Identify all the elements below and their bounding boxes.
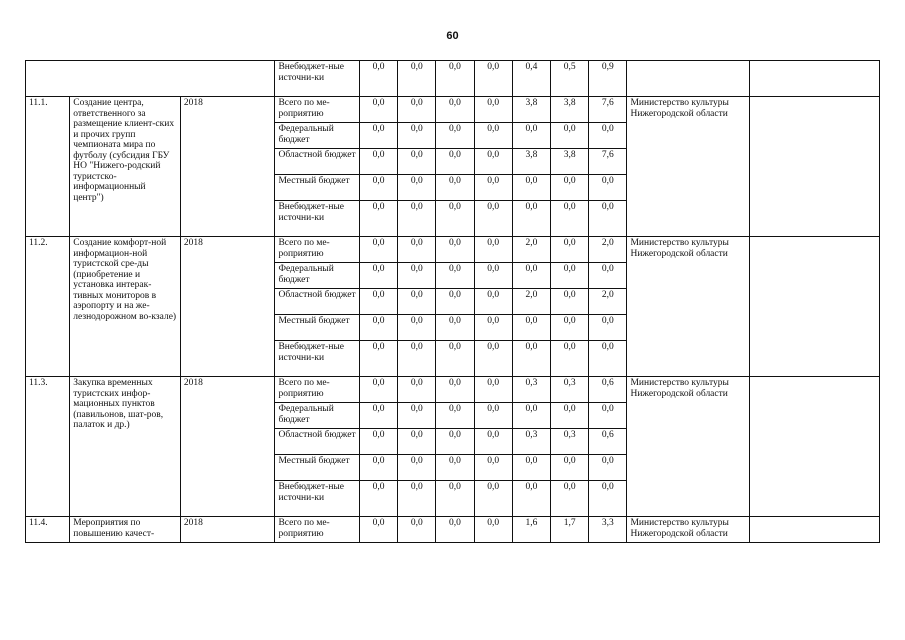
- value-cell: 0,0: [551, 315, 589, 341]
- value-cell: 1,7: [551, 517, 589, 543]
- funding-source-cell: Местный бюджет: [275, 455, 359, 481]
- value-cell: 0,0: [398, 61, 436, 97]
- value-cell: 0,0: [512, 455, 550, 481]
- value-cell: 0,0: [398, 517, 436, 543]
- item-number-cell: 11.1.: [26, 97, 70, 237]
- item-name-cell: Мероприятия по повышению качест-: [70, 517, 181, 543]
- value-cell: 0,0: [474, 517, 512, 543]
- value-cell: 0,0: [436, 97, 474, 123]
- value-cell: 0,0: [512, 263, 550, 289]
- value-cell: 0,0: [359, 377, 397, 403]
- value-cell: 0,0: [398, 237, 436, 263]
- value-cell: 0,0: [474, 149, 512, 175]
- item-number-cell: 11.4.: [26, 517, 70, 543]
- value-cell: 0,0: [474, 403, 512, 429]
- value-cell: 3,8: [551, 97, 589, 123]
- value-cell: 0,0: [359, 61, 397, 97]
- notes-cell: [750, 237, 880, 377]
- value-cell: 0,0: [398, 123, 436, 149]
- value-cell: 0,0: [436, 201, 474, 237]
- funding-source-cell: Внебюджет-ные источни-ки: [275, 201, 359, 237]
- value-cell: 0,0: [359, 149, 397, 175]
- notes-cell: [750, 61, 880, 97]
- value-cell: 2,0: [589, 289, 627, 315]
- value-cell: 0,0: [474, 377, 512, 403]
- value-cell: 2,0: [589, 237, 627, 263]
- value-cell: 0,0: [436, 481, 474, 517]
- value-cell: 0,0: [398, 429, 436, 455]
- value-cell: 0,6: [589, 429, 627, 455]
- value-cell: 0,0: [512, 403, 550, 429]
- value-cell: 0,0: [589, 315, 627, 341]
- page-bottom-margin: [0, 600, 905, 640]
- funding-source-cell: Федеральный бюджет: [275, 263, 359, 289]
- value-cell: 0,0: [474, 123, 512, 149]
- value-cell: 3,8: [512, 97, 550, 123]
- value-cell: 0,0: [589, 481, 627, 517]
- value-cell: 0,3: [512, 429, 550, 455]
- funding-source-cell: Областной бюджет: [275, 289, 359, 315]
- value-cell: 7,6: [589, 97, 627, 123]
- value-cell: 0,0: [589, 263, 627, 289]
- notes-cell: [750, 517, 880, 543]
- value-cell: 0,0: [474, 429, 512, 455]
- value-cell: 0,0: [551, 237, 589, 263]
- value-cell: 0,0: [474, 341, 512, 377]
- funding-source-cell: Всего по ме-роприятию: [275, 97, 359, 123]
- value-cell: 2,0: [512, 289, 550, 315]
- value-cell: 0,0: [436, 341, 474, 377]
- table-row: [26, 517, 880, 543]
- value-cell: 0,0: [551, 201, 589, 237]
- value-cell: 0,4: [512, 61, 550, 97]
- value-cell: 1,6: [512, 517, 550, 543]
- value-cell: 2,0: [512, 237, 550, 263]
- value-cell: 0,0: [359, 289, 397, 315]
- value-cell: 0,0: [359, 455, 397, 481]
- item-name-cell: Закупка временных туристских инфор-мационных пунктов (павильонов, шат-ров, палаток и др.): [70, 377, 181, 517]
- value-cell: 0,0: [359, 237, 397, 263]
- value-cell: 0,0: [474, 237, 512, 263]
- table-row: [26, 377, 880, 403]
- value-cell: 3,3: [589, 517, 627, 543]
- value-cell: 0,0: [512, 341, 550, 377]
- value-cell: 0,0: [512, 175, 550, 201]
- value-cell: 0,0: [589, 175, 627, 201]
- value-cell: 0,0: [474, 455, 512, 481]
- value-cell: 0,6: [589, 377, 627, 403]
- value-cell: 0,0: [436, 175, 474, 201]
- value-cell: 0,0: [436, 517, 474, 543]
- table-row: [26, 237, 880, 263]
- value-cell: 0,0: [589, 341, 627, 377]
- item-year-cell: 2018: [180, 97, 275, 237]
- funding-source-cell: Всего по ме-роприятию: [275, 237, 359, 263]
- value-cell: 0,0: [398, 175, 436, 201]
- item-year-cell: 2018: [180, 237, 275, 377]
- item-number-cell: 11.3.: [26, 377, 70, 517]
- value-cell: 0,0: [512, 123, 550, 149]
- value-cell: 0,0: [551, 341, 589, 377]
- value-cell: 0,0: [589, 201, 627, 237]
- value-cell: 0,0: [436, 289, 474, 315]
- value-cell: 0,0: [474, 201, 512, 237]
- value-cell: 0,0: [359, 517, 397, 543]
- value-cell: 0,0: [398, 201, 436, 237]
- value-cell: 0,0: [436, 123, 474, 149]
- budget-table: [25, 60, 880, 543]
- value-cell: 0,0: [436, 377, 474, 403]
- item-year-cell: 2018: [180, 377, 275, 517]
- value-cell: 0,0: [436, 149, 474, 175]
- value-cell: 0,0: [398, 149, 436, 175]
- value-cell: 0,9: [589, 61, 627, 97]
- value-cell: 0,0: [436, 315, 474, 341]
- value-cell: 0,0: [359, 123, 397, 149]
- value-cell: 0,0: [359, 403, 397, 429]
- item-name-cell: Создание комфорт-ной информацион-ной туристской сре-ды (приобретение и установка интерак-тивных мониторов в аэропорту и на же-лезнодорожном во-кзале): [70, 237, 181, 377]
- value-cell: 0,0: [436, 429, 474, 455]
- value-cell: 0,0: [359, 263, 397, 289]
- value-cell: 0,0: [436, 403, 474, 429]
- funding-source-cell: Местный бюджет: [275, 175, 359, 201]
- funding-source-cell: Внебюджет-ные источни-ки: [275, 61, 359, 97]
- value-cell: 0,0: [436, 61, 474, 97]
- value-cell: 0,0: [436, 237, 474, 263]
- value-cell: 0,0: [474, 263, 512, 289]
- item-name-cell: Создание центра, ответственного за размещение клиент-ских и прочих групп чемпионата мира по футболу (субсидия ГБУ НО "Нижего-родский туристско-информационный центр"): [70, 97, 181, 237]
- executor-cell: Министерство культуры Нижегородской области: [627, 517, 750, 543]
- value-cell: 0,0: [589, 455, 627, 481]
- table-row: [26, 97, 880, 123]
- value-cell: 0,0: [474, 315, 512, 341]
- value-cell: 0,0: [589, 123, 627, 149]
- value-cell: 0,0: [551, 289, 589, 315]
- value-cell: 0,0: [359, 429, 397, 455]
- value-cell: 0,0: [398, 481, 436, 517]
- value-cell: 0,0: [512, 315, 550, 341]
- value-cell: 0,0: [359, 97, 397, 123]
- value-cell: 0,0: [551, 403, 589, 429]
- executor-cell: Министерство культуры Нижегородской области: [627, 377, 750, 517]
- value-cell: 0,0: [359, 175, 397, 201]
- value-cell: 0,3: [551, 429, 589, 455]
- value-cell: 0,0: [551, 123, 589, 149]
- value-cell: 0,0: [398, 289, 436, 315]
- executor-cell: Министерство культуры Нижегородской области: [627, 237, 750, 377]
- notes-cell: [750, 377, 880, 517]
- value-cell: 0,5: [551, 61, 589, 97]
- value-cell: 0,0: [474, 481, 512, 517]
- value-cell: 0,0: [551, 481, 589, 517]
- funding-source-cell: Всего по ме-роприятию: [275, 377, 359, 403]
- value-cell: 0,0: [359, 481, 397, 517]
- funding-source-cell: Всего по ме-роприятию: [275, 517, 359, 543]
- continuation-empty-cell: [26, 61, 275, 97]
- funding-source-cell: Местный бюджет: [275, 315, 359, 341]
- value-cell: 0,0: [359, 341, 397, 377]
- item-year-cell: 2018: [180, 517, 275, 543]
- value-cell: 0,0: [398, 315, 436, 341]
- executor-cell: [627, 61, 750, 97]
- funding-source-cell: Внебюджет-ные источни-ки: [275, 341, 359, 377]
- funding-source-cell: Внебюджет-ные источни-ки: [275, 481, 359, 517]
- value-cell: 0,0: [398, 403, 436, 429]
- value-cell: 0,0: [398, 263, 436, 289]
- value-cell: 0,3: [512, 377, 550, 403]
- funding-source-cell: Областной бюджет: [275, 149, 359, 175]
- value-cell: 0,0: [359, 201, 397, 237]
- value-cell: 0,0: [398, 97, 436, 123]
- value-cell: 7,6: [589, 149, 627, 175]
- value-cell: 0,3: [551, 377, 589, 403]
- value-cell: 0,0: [474, 97, 512, 123]
- value-cell: 3,8: [512, 149, 550, 175]
- value-cell: 0,0: [474, 289, 512, 315]
- item-number-cell: 11.2.: [26, 237, 70, 377]
- funding-source-cell: Областной бюджет: [275, 429, 359, 455]
- value-cell: 0,0: [398, 455, 436, 481]
- value-cell: 0,0: [359, 315, 397, 341]
- funding-source-cell: Федеральный бюджет: [275, 123, 359, 149]
- value-cell: 0,0: [512, 201, 550, 237]
- page-number: 60: [446, 30, 459, 42]
- executor-cell: Министерство культуры Нижегородской области: [627, 97, 750, 237]
- funding-source-cell: Федеральный бюджет: [275, 403, 359, 429]
- value-cell: 0,0: [474, 61, 512, 97]
- notes-cell: [750, 97, 880, 237]
- value-cell: 0,0: [398, 377, 436, 403]
- value-cell: 0,0: [436, 263, 474, 289]
- value-cell: 0,0: [551, 175, 589, 201]
- value-cell: 0,0: [474, 175, 512, 201]
- value-cell: 0,0: [589, 403, 627, 429]
- table-row: [26, 61, 880, 97]
- value-cell: 3,8: [551, 149, 589, 175]
- value-cell: 0,0: [512, 481, 550, 517]
- value-cell: 0,0: [436, 455, 474, 481]
- value-cell: 0,0: [551, 263, 589, 289]
- value-cell: 0,0: [551, 455, 589, 481]
- value-cell: 0,0: [398, 341, 436, 377]
